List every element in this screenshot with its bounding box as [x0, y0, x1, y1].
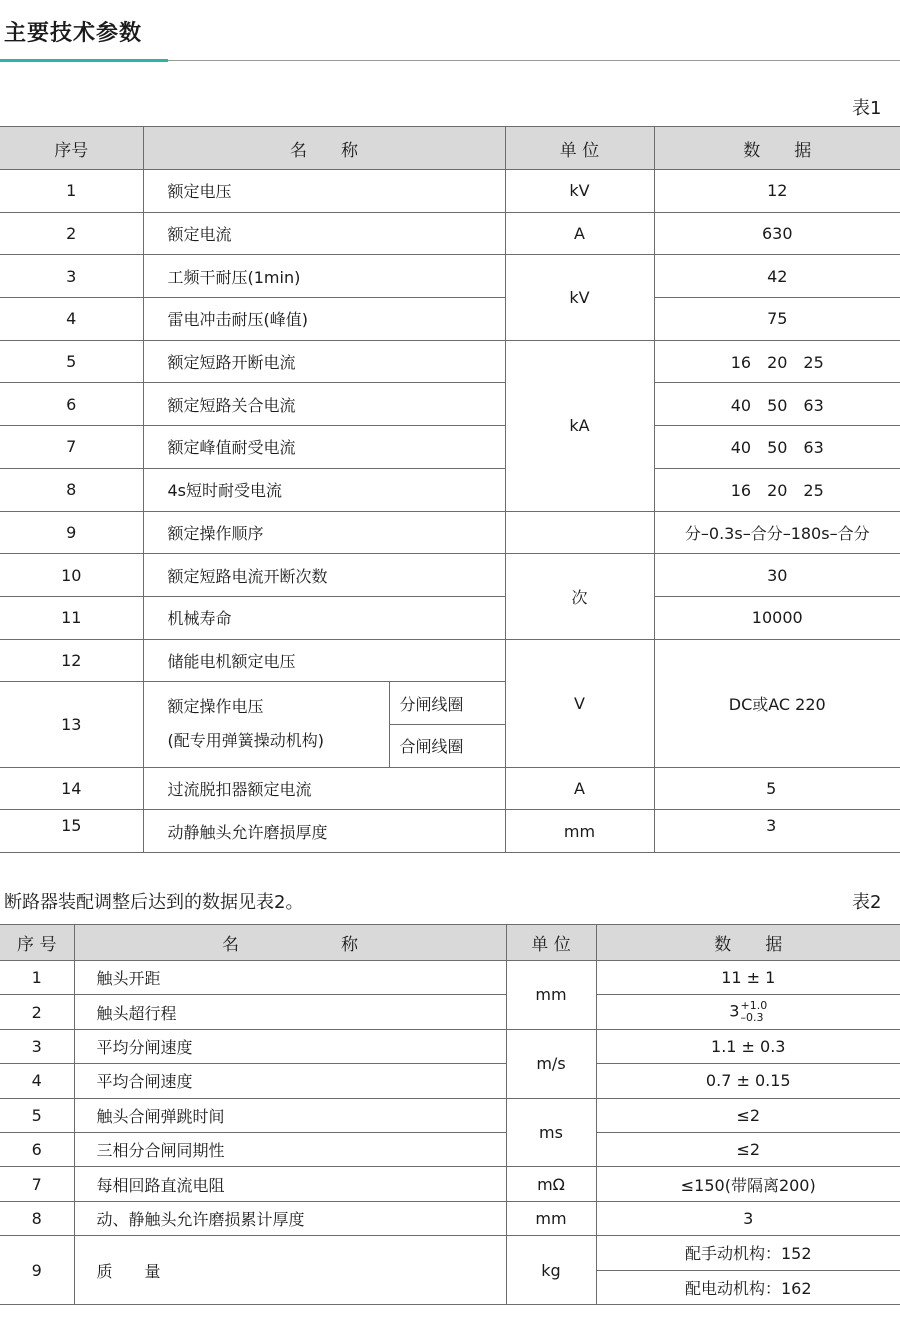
row-name: 机械寿命 — [143, 596, 505, 639]
row-no: 13 — [0, 682, 143, 767]
header-no: 序号 — [0, 127, 143, 170]
tolerance-upper: +1.0 — [740, 999, 768, 1013]
header-data: 数 据 — [596, 925, 900, 961]
row-no: 9 — [0, 1236, 74, 1305]
table-row — [0, 1132, 900, 1166]
row-unit: kV — [505, 255, 654, 340]
row-name: 4s短时耐受电流 — [143, 468, 505, 511]
table2-label: 表2 — [852, 892, 882, 913]
table-row — [0, 383, 900, 426]
row-unit: mΩ — [506, 1167, 596, 1201]
row-no: 8 — [0, 1201, 74, 1235]
row-no: 10 — [0, 554, 143, 597]
row-name: 额定操作顺序 — [143, 511, 505, 554]
row-name: 质 量 — [74, 1236, 506, 1305]
tolerance-lower: –0.3 — [740, 1011, 764, 1025]
row-unit: mm — [506, 961, 596, 1030]
row-subname-open-coil: 分闸线圈 — [389, 682, 505, 725]
row-name: 平均分闸速度 — [74, 1029, 506, 1063]
row-name: 雷电冲击耐压(峰值) — [143, 298, 505, 341]
table-row — [0, 298, 900, 341]
row-data: 40 50 63 — [654, 383, 900, 426]
row-data: 3 — [654, 810, 900, 853]
table-row — [0, 426, 900, 469]
row-unit: mm — [505, 810, 654, 853]
row-data: ≤150(带隔离200) — [596, 1167, 900, 1201]
row-name: 工频干耐压(1min) — [143, 255, 505, 298]
row-no: 14 — [0, 767, 143, 810]
row-subname-close-coil: 合闸线圈 — [389, 724, 505, 767]
row-unit: m/s — [506, 1029, 596, 1098]
row-no: 6 — [0, 383, 143, 426]
table-row — [0, 511, 900, 554]
row-unit: 次 — [505, 554, 654, 639]
row-no: 4 — [0, 298, 143, 341]
row-name: 触头超行程 — [74, 995, 506, 1029]
table-row — [0, 255, 900, 298]
row-unit: ms — [506, 1098, 596, 1167]
parameters-table — [0, 126, 900, 853]
adjustment-table — [0, 924, 900, 1305]
row-unit: mm — [506, 1201, 596, 1235]
row-name: 动、静触头允许磨损累计厚度 — [74, 1201, 506, 1235]
row-data: ≤2 — [596, 1132, 900, 1166]
row-name: 额定电流 — [143, 212, 505, 255]
row-no: 12 — [0, 639, 143, 682]
title-accent-bar — [0, 59, 168, 62]
row-no: 3 — [0, 1029, 74, 1063]
row-name: 平均合闸速度 — [74, 1064, 506, 1098]
row-unit: A — [505, 767, 654, 810]
row-name: 额定电压 — [143, 170, 505, 213]
row-data: 5 — [654, 767, 900, 810]
row-data: 16 20 25 — [654, 340, 900, 383]
row-name: 每相回路直流电阻 — [74, 1167, 506, 1201]
table-row — [0, 554, 900, 597]
row-no: 2 — [0, 212, 143, 255]
row-unit: kV — [505, 170, 654, 213]
table-row — [0, 961, 900, 995]
row-no: 5 — [0, 340, 143, 383]
row-unit: V — [505, 639, 654, 767]
row-unit: kA — [505, 340, 654, 511]
row-data: 42 — [654, 255, 900, 298]
row-no: 8 — [0, 468, 143, 511]
header-unit: 单 位 — [506, 925, 596, 961]
row-data: 11 ± 1 — [596, 961, 900, 995]
table-row — [0, 596, 900, 639]
row-name: 过流脱扣器额定电流 — [143, 767, 505, 810]
header-unit: 单 位 — [505, 127, 654, 170]
row-name: 触头合闸弹跳时间 — [74, 1098, 506, 1132]
table-row — [0, 767, 900, 810]
row-data: 30 — [654, 554, 900, 597]
row-name-line1: 额定操作电压 — [167, 697, 264, 717]
header-name: 名 称 — [143, 127, 505, 170]
row-no: 5 — [0, 1098, 74, 1132]
row-name: 额定短路开断电流 — [143, 340, 505, 383]
header-no: 序 号 — [0, 925, 74, 961]
table-header-row — [0, 925, 900, 961]
table-row — [0, 639, 900, 682]
table-row — [0, 1098, 900, 1132]
row-name: 额定峰值耐受电流 — [143, 426, 505, 469]
row-no: 6 — [0, 1132, 74, 1166]
row-unit: A — [505, 212, 654, 255]
tolerance-base: 3 — [729, 1001, 740, 1021]
row-data: 630 — [654, 212, 900, 255]
table-row — [0, 810, 900, 853]
row-name-line2: (配专用弹簧操动机构) — [167, 731, 324, 751]
table1-label: 表1 — [852, 98, 882, 119]
table-row — [0, 468, 900, 511]
row-name: 三相分合闸同期性 — [74, 1132, 506, 1166]
intro-text: 断路器装配调整后达到的数据见表2。 — [4, 892, 304, 913]
table-row — [0, 170, 900, 213]
header-name: 名 称 — [74, 925, 506, 961]
header-data: 数 据 — [654, 127, 900, 170]
row-data: ≤2 — [596, 1098, 900, 1132]
row-data-manual: 配手动机构：152 — [596, 1236, 900, 1270]
row-name: 储能电机额定电压 — [143, 639, 505, 682]
row-data: 16 20 25 — [654, 468, 900, 511]
row-data: 12 — [654, 170, 900, 213]
row-name: 额定短路电流开断次数 — [143, 554, 505, 597]
row-no: 2 — [0, 995, 74, 1029]
row-name: 触头开距 — [74, 961, 506, 995]
row-name: 动静触头允许磨损厚度 — [143, 810, 505, 853]
tolerance-limits — [740, 1000, 767, 1024]
table-header-row — [0, 127, 900, 170]
page-title: 主要技术参数 — [4, 21, 143, 46]
row-no: 15 — [0, 810, 143, 853]
row-data: 75 — [654, 298, 900, 341]
row-no: 4 — [0, 1064, 74, 1098]
row-no: 11 — [0, 596, 143, 639]
row-data: 10000 — [654, 596, 900, 639]
row-name: 额定短路关合电流 — [143, 383, 505, 426]
row-no: 3 — [0, 255, 143, 298]
row-data: 3 — [596, 1201, 900, 1235]
row-name — [143, 682, 389, 767]
row-data — [596, 995, 900, 1029]
row-no: 1 — [0, 961, 74, 995]
table-row — [0, 212, 900, 255]
row-data: 0.7 ± 0.15 — [596, 1064, 900, 1098]
table-row — [0, 1167, 900, 1201]
table-row — [0, 1201, 900, 1235]
row-data-electric: 配电动机构：162 — [596, 1270, 900, 1304]
table-row — [0, 340, 900, 383]
table-row — [0, 1064, 900, 1098]
row-no: 7 — [0, 426, 143, 469]
row-unit: kg — [506, 1236, 596, 1305]
row-data: DC或AC 220 — [654, 639, 900, 767]
row-no: 9 — [0, 511, 143, 554]
table-row — [0, 1236, 900, 1270]
row-data: 1.1 ± 0.3 — [596, 1029, 900, 1063]
row-no: 7 — [0, 1167, 74, 1201]
row-data: 40 50 63 — [654, 426, 900, 469]
row-unit — [505, 511, 654, 554]
row-no: 1 — [0, 170, 143, 213]
row-data: 分–0.3s–合分–180s–合分 — [654, 511, 900, 554]
table-row — [0, 1029, 900, 1063]
table-row — [0, 995, 900, 1029]
